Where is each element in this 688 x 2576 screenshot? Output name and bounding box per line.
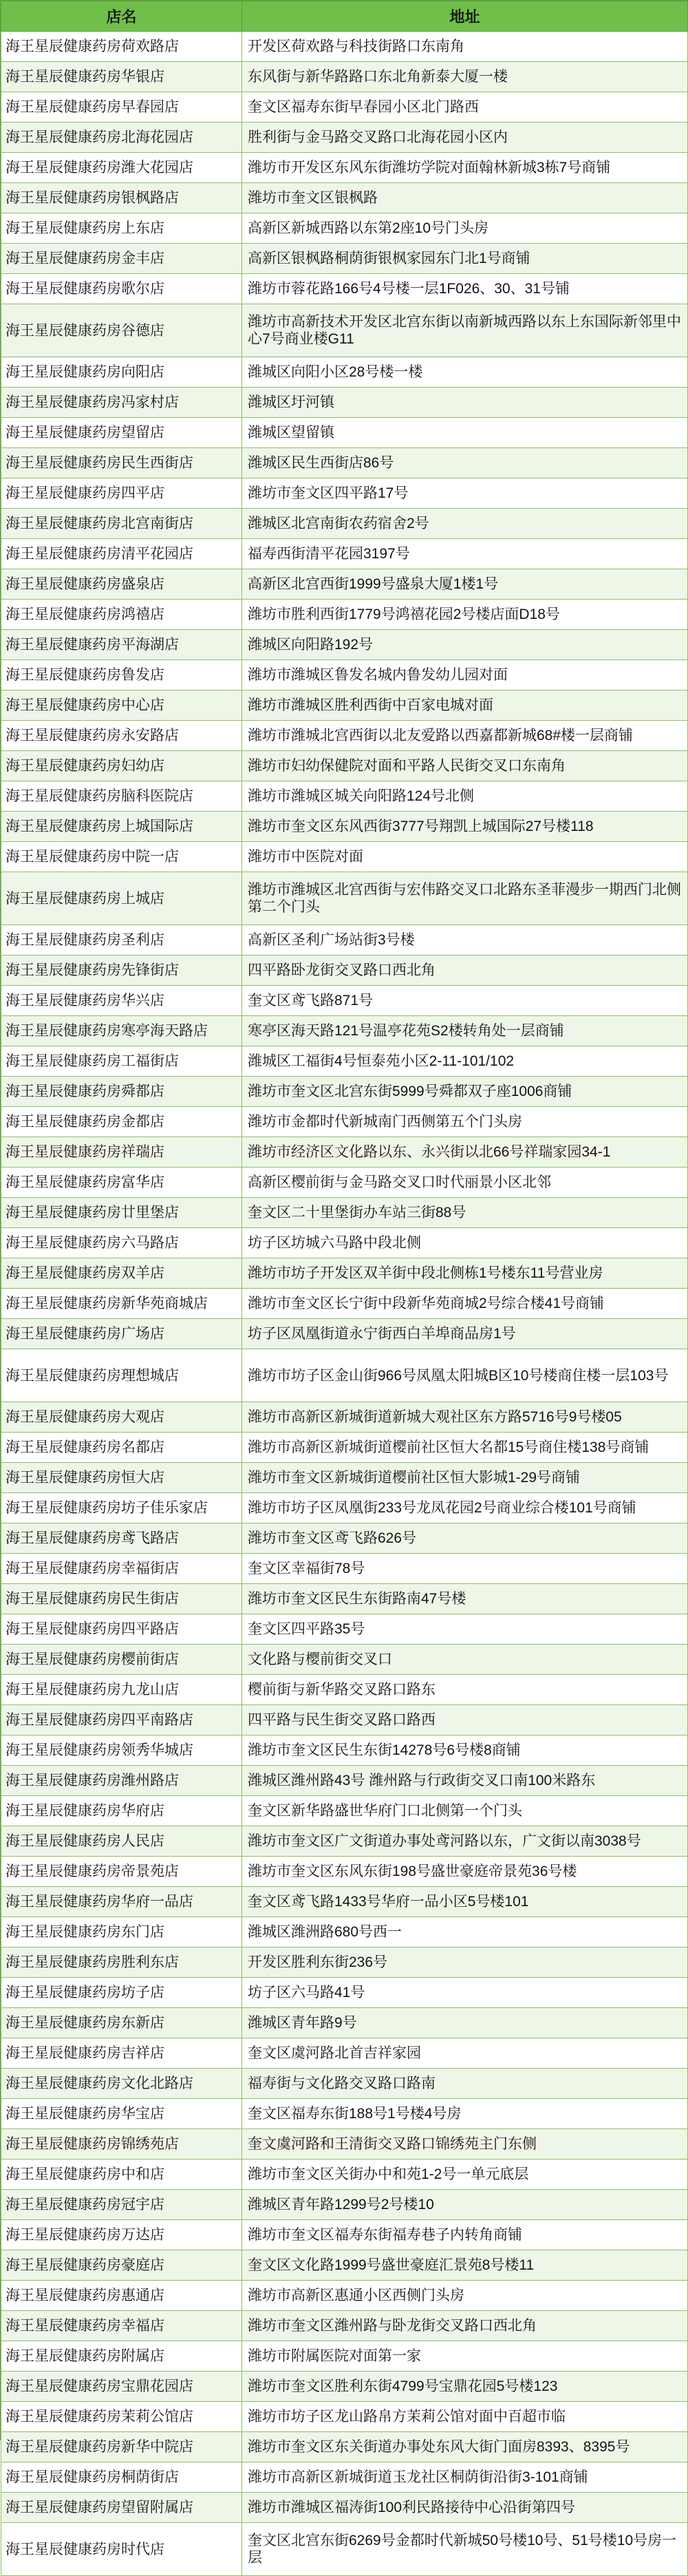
table-row — [1, 62, 688, 92]
address-cell: 开发区荷欢路与科技街路口东南角 — [242, 32, 688, 62]
address-cell: 潍坊市奎文区长宁街中段新华苑商城2号综合楼41号商铺 — [242, 1289, 688, 1319]
table-row — [1, 2523, 688, 2576]
header-row — [1, 1, 688, 32]
address-cell: 潍坊市奎文区关街办中和苑1-2号一单元底层 — [242, 2160, 688, 2190]
store-name-cell: 海王星辰健康药房潍州路店 — [1, 1766, 242, 1796]
store-name-cell: 海王星辰健康药房鸿禧店 — [1, 600, 242, 630]
address-cell: 潍坊市潍城区城关向阳路124号北侧 — [242, 781, 688, 812]
table-row — [1, 1675, 688, 1705]
address-cell: 潍坊市经济区文化路以东、永兴街以北66号祥瑞家园34-1 — [242, 1137, 688, 1168]
table-row — [1, 1857, 688, 1887]
table-row — [1, 1796, 688, 1826]
address-cell: 奎文区福寿东街188号1号楼4号房 — [242, 2099, 688, 2129]
table-row — [1, 2372, 688, 2402]
store-name-cell: 海王星辰健康药房中院一店 — [1, 842, 242, 872]
address-cell: 潍城区望留镇 — [242, 418, 688, 448]
address-cell: 奎文区四平路35号 — [242, 1614, 688, 1645]
address-cell: 潍坊市奎文区民生东街路南47号楼 — [242, 1584, 688, 1614]
table-row — [1, 1228, 688, 1258]
table-row — [1, 1735, 688, 1766]
address-cell: 坊子区坊城六马路中段北侧 — [242, 1228, 688, 1258]
table-row — [1, 986, 688, 1016]
table-row — [1, 448, 688, 478]
address-cell: 潍坊市蓉花路166号4号楼一层1F026、30、31号铺 — [242, 274, 688, 304]
address-cell: 潍坊市坊子区金山街966号凤凰太阳城B区10号楼商住楼一层103号 — [242, 1349, 688, 1402]
address-cell: 潍城区圩河镇 — [242, 388, 688, 418]
store-name-cell: 海王星辰健康药房附属店 — [1, 2341, 242, 2372]
address-cell: 福寿西街清平花园3197号 — [242, 539, 688, 569]
table-row — [1, 1016, 688, 1046]
store-name-cell: 海王星辰健康药房东新店 — [1, 2008, 242, 2038]
store-name-cell: 海王星辰健康药房上城国际店 — [1, 812, 242, 842]
table-row — [1, 304, 688, 357]
store-name-cell: 海王星辰健康药房新华苑商城店 — [1, 1289, 242, 1319]
store-name-cell: 海王星辰健康药房幸福店 — [1, 2311, 242, 2341]
store-name-cell: 海王星辰健康药房民生西街店 — [1, 448, 242, 478]
address-cell: 潍坊市奎文区东风东街198号盛世豪庭帝景苑36号楼 — [242, 1857, 688, 1887]
address-cell: 奎文虞河路和王清街交叉路口锦绣苑主门东侧 — [242, 2129, 688, 2160]
address-cell: 潍城区潍州路43号 潍州路与行政街交叉口南100米路东 — [242, 1766, 688, 1796]
store-name-cell: 海王星辰健康药房双羊店 — [1, 1258, 242, 1289]
address-cell: 潍坊市奎文区胜利东街4799号宝鼎花园5号楼123 — [242, 2372, 688, 2402]
store-table — [1, 1, 688, 2576]
store-name-cell: 海王星辰健康药房清平花园店 — [1, 539, 242, 569]
store-name-cell: 海王星辰健康药房祥瑞店 — [1, 1137, 242, 1168]
store-name-cell: 海王星辰健康药房歌尔店 — [1, 274, 242, 304]
store-name-cell: 海王星辰健康药房四平店 — [1, 478, 242, 509]
table-row — [1, 2341, 688, 2372]
table-row — [1, 1289, 688, 1319]
table-row — [1, 2099, 688, 2129]
store-name-cell: 海王星辰健康药房鸢飞路店 — [1, 1523, 242, 1554]
address-cell: 高新区樱前街与金马路交叉口时代丽景小区北邻 — [242, 1168, 688, 1198]
store-name-cell: 海王星辰健康药房恒大店 — [1, 1463, 242, 1493]
address-cell: 潍坊市奎文区福寿东街福寿巷子内转角商铺 — [242, 2220, 688, 2250]
store-name-cell: 海王星辰健康药房舜都店 — [1, 1077, 242, 1107]
address-cell: 东风街与新华路路口东北角新泰大厦一楼 — [242, 62, 688, 92]
table-row — [1, 1046, 688, 1077]
table-row — [1, 2432, 688, 2462]
address-cell: 潍城区民生西街店86号 — [242, 448, 688, 478]
table-row — [1, 2462, 688, 2493]
store-name-cell: 海王星辰健康药房廿里堡店 — [1, 1198, 242, 1228]
store-name-cell: 海王星辰健康药房寒亭海天路店 — [1, 1016, 242, 1046]
store-name-cell: 海王星辰健康药房北海花园店 — [1, 123, 242, 153]
table-row — [1, 1947, 688, 1978]
table-row — [1, 2250, 688, 2281]
table-row — [1, 2402, 688, 2432]
store-name-cell: 海王星辰健康药房华宝店 — [1, 2099, 242, 2129]
table-row — [1, 925, 688, 956]
table-row — [1, 2311, 688, 2341]
table-row — [1, 1826, 688, 1857]
table-row — [1, 2129, 688, 2160]
store-name-cell: 海王星辰健康药房永安路店 — [1, 721, 242, 751]
address-cell: 潍坊市高新区新城街道玉龙社区桐荫街沿街3-101商铺 — [242, 2462, 688, 2493]
store-name-cell: 海王星辰健康药房圣利店 — [1, 925, 242, 956]
store-name-cell: 海王星辰健康药房华府店 — [1, 1796, 242, 1826]
table-row — [1, 751, 688, 781]
address-cell: 胜利街与金马路交叉路口北海花园小区内 — [242, 123, 688, 153]
store-name-cell: 海王星辰健康药房金都店 — [1, 1107, 242, 1137]
table-row — [1, 1584, 688, 1614]
address-cell: 开发区胜利东街236号 — [242, 1947, 688, 1978]
table-row — [1, 812, 688, 842]
address-cell: 潍城区青年路1299号2号楼10 — [242, 2190, 688, 2220]
address-cell: 潍城区潍洲路680号西一 — [242, 1917, 688, 1947]
table-row — [1, 274, 688, 304]
address-cell: 潍坊市高新区新城街道樱前社区恒大名都15号商住楼138号商铺 — [242, 1433, 688, 1463]
address-cell: 寒亭区海天路121号温亭花苑S2楼转角处一层商铺 — [242, 1016, 688, 1046]
address-cell: 福寿街与文化路交叉路口路南 — [242, 2069, 688, 2099]
address-cell: 潍坊市高新区惠通小区西侧门头房 — [242, 2281, 688, 2311]
table-row — [1, 1258, 688, 1289]
address-cell: 潍坊市奎文区东关街道办事处东风大街门面房8393、8395号 — [242, 2432, 688, 2462]
store-name-cell: 海王星辰健康药房富华店 — [1, 1168, 242, 1198]
table-row — [1, 32, 688, 62]
store-name-cell: 海王星辰健康药房胜利东店 — [1, 1947, 242, 1978]
address-cell: 奎文区幸福街78号 — [242, 1554, 688, 1584]
table-row — [1, 660, 688, 690]
address-cell: 潍坊市坊子区龙山路帛方茉莉公馆对面中百超市临 — [242, 2402, 688, 2432]
address-cell: 高新区银枫路桐荫街银枫家园东门北1号商铺 — [242, 244, 688, 274]
address-cell: 潍坊市奎文区四平路17号 — [242, 478, 688, 509]
address-cell: 潍坊市胜利西街1779号鸿禧花园2号楼店面D18号 — [242, 600, 688, 630]
store-name-cell: 海王星辰健康药房谷德店 — [1, 304, 242, 357]
table-row — [1, 721, 688, 751]
address-cell: 潍坊市附属医院对面第一家 — [242, 2341, 688, 2372]
address-cell: 奎文区新华路盛世华府门口北侧第一个门头 — [242, 1796, 688, 1826]
store-name-cell: 海王星辰健康药房望留附属店 — [1, 2493, 242, 2523]
store-name-cell: 海王星辰健康药房妇幼店 — [1, 751, 242, 781]
table-row — [1, 92, 688, 123]
store-name-cell: 海王星辰健康药房华银店 — [1, 62, 242, 92]
address-header: 地址 — [242, 1, 688, 32]
address-cell: 文化路与樱前街交叉口 — [242, 1645, 688, 1675]
address-cell: 奎文区二十里堡街办车站三街88号 — [242, 1198, 688, 1228]
store-name-cell: 海王星辰健康药房望留店 — [1, 418, 242, 448]
address-cell: 潍坊市潍城区北宫西街与宏伟路交叉口北路东圣菲漫步一期西门北侧第二个门头 — [242, 872, 688, 925]
address-cell: 潍坊市高新技术开发区北宫东街以南新城西路以东上东国际新邻里中心7号商业楼G11 — [242, 304, 688, 357]
table-row — [1, 1319, 688, 1349]
table-row — [1, 183, 688, 213]
store-name-cell: 海王星辰健康药房向阳店 — [1, 357, 242, 388]
store-name-cell: 海王星辰健康药房名都店 — [1, 1433, 242, 1463]
address-cell: 潍坊市高新区新城街道新城大观社区东方路5716号9号楼05 — [242, 1402, 688, 1433]
table-row — [1, 1402, 688, 1433]
table-row — [1, 2160, 688, 2190]
table-row — [1, 1107, 688, 1137]
address-cell: 潍坊市奎文区新城街道樱前社区恒大影城1-29号商铺 — [242, 1463, 688, 1493]
store-name-cell: 海王星辰健康药房四平路店 — [1, 1614, 242, 1645]
table-row — [1, 1978, 688, 2008]
store-name-cell: 海王星辰健康药房理想城店 — [1, 1349, 242, 1402]
store-name-cell: 海王星辰健康药房坊子佳乐家店 — [1, 1493, 242, 1523]
table-row — [1, 1198, 688, 1228]
address-cell: 潍坊市坊子开发区双羊街中段北侧栋1号楼东11号营业房 — [242, 1258, 688, 1289]
address-cell: 潍坊市奎文区北宫东街5999号舜都双子座1006商铺 — [242, 1077, 688, 1107]
address-cell: 四平路卧龙街交叉路口西北角 — [242, 956, 688, 986]
table-row — [1, 1554, 688, 1584]
table-row — [1, 2190, 688, 2220]
table-row — [1, 956, 688, 986]
store-name-cell: 海王星辰健康药房幸福街店 — [1, 1554, 242, 1584]
table-row — [1, 357, 688, 388]
table-row — [1, 1493, 688, 1523]
address-cell: 奎文区福寿东街早春园小区北门路西 — [242, 92, 688, 123]
table-row — [1, 1917, 688, 1947]
store-name-cell: 海王星辰健康药房帝景苑店 — [1, 1857, 242, 1887]
address-cell: 潍坊市中医院对面 — [242, 842, 688, 872]
store-name-cell: 海王星辰健康药房领秀华城店 — [1, 1735, 242, 1766]
table-row — [1, 509, 688, 539]
table-row — [1, 690, 688, 721]
store-name-cell: 海王星辰健康药房时代店 — [1, 2523, 242, 2576]
store-name-cell: 海王星辰健康药房六马路店 — [1, 1228, 242, 1258]
table-row — [1, 213, 688, 244]
store-name-cell: 海王星辰健康药房万达店 — [1, 2220, 242, 2250]
store-name-cell: 海王星辰健康药房民生街店 — [1, 1584, 242, 1614]
table-row — [1, 2008, 688, 2038]
store-name-cell: 海王星辰健康药房茉莉公馆店 — [1, 2402, 242, 2432]
address-cell: 潍城区工福街4号恒泰苑小区2-11-101/102 — [242, 1046, 688, 1077]
table-row — [1, 1645, 688, 1675]
table-row — [1, 2281, 688, 2311]
store-name-cell: 海王星辰健康药房四平南路店 — [1, 1705, 242, 1735]
store-name-cell: 海王星辰健康药房中和店 — [1, 2160, 242, 2190]
address-cell: 奎文区鸢飞路1433号华府一品小区5号楼101 — [242, 1887, 688, 1917]
address-cell: 潍坊市奎文区银枫路 — [242, 183, 688, 213]
address-cell: 坊子区六马路41号 — [242, 1978, 688, 2008]
table-row — [1, 2493, 688, 2523]
table-row — [1, 1137, 688, 1168]
table-row — [1, 1887, 688, 1917]
address-cell: 潍坊市开发区东风东街潍坊学院对面翰林新城3栋7号商铺 — [242, 153, 688, 183]
table-row — [1, 388, 688, 418]
store-name-cell: 海王星辰健康药房新华中院店 — [1, 2432, 242, 2462]
address-cell: 潍坊市妇幼保健院对面和平路人民街交叉口东南角 — [242, 751, 688, 781]
address-cell: 潍城区青年路9号 — [242, 2008, 688, 2038]
table-row — [1, 1614, 688, 1645]
store-name-cell: 海王星辰健康药房吉祥店 — [1, 2038, 242, 2069]
address-cell: 奎文区鸢飞路871号 — [242, 986, 688, 1016]
table-row — [1, 1523, 688, 1554]
table-row — [1, 153, 688, 183]
table-row — [1, 2069, 688, 2099]
store-name-cell: 海王星辰健康药房惠通店 — [1, 2281, 242, 2311]
table-row — [1, 2220, 688, 2250]
address-cell: 潍城区向阳小区28号楼一楼 — [242, 357, 688, 388]
store-name-cell: 海王星辰健康药房九龙山店 — [1, 1675, 242, 1705]
store-name-cell: 海王星辰健康药房脑科医院店 — [1, 781, 242, 812]
store-name-cell: 海王星辰健康药房大观店 — [1, 1402, 242, 1433]
store-name-cell: 海王星辰健康药房荷欢路店 — [1, 32, 242, 62]
table-row — [1, 539, 688, 569]
store-name-cell: 海王星辰健康药房金丰店 — [1, 244, 242, 274]
store-name-cell: 海王星辰健康药房华府一品店 — [1, 1887, 242, 1917]
address-cell: 四平路与民生街交叉路口路西 — [242, 1705, 688, 1735]
store-name-cell: 海王星辰健康药房鲁发店 — [1, 660, 242, 690]
table-row — [1, 2038, 688, 2069]
address-cell: 潍坊市奎文区东风西街3777号翔凯上城国际27号楼118 — [242, 812, 688, 842]
address-cell: 潍坊市奎文区民生东街14278号6号楼8商铺 — [242, 1735, 688, 1766]
table-body — [1, 32, 688, 2576]
store-name-header: 店名 — [1, 1, 242, 32]
table-row — [1, 478, 688, 509]
address-cell: 潍坊市坊子区凤凰街233号龙凤花园2号商业综合楼101号商铺 — [242, 1493, 688, 1523]
table-row — [1, 600, 688, 630]
table-row — [1, 630, 688, 660]
address-cell: 潍坊市奎文区潍州路与卧龙街交叉路口西北角 — [242, 2311, 688, 2341]
store-name-cell: 海王星辰健康药房东门店 — [1, 1917, 242, 1947]
store-name-cell: 海王星辰健康药房上东店 — [1, 213, 242, 244]
store-name-cell: 海王星辰健康药房冠宇店 — [1, 2190, 242, 2220]
table-row — [1, 1433, 688, 1463]
store-name-cell: 海王星辰健康药房文化北路店 — [1, 2069, 242, 2099]
store-name-cell: 海王星辰健康药房先锋街店 — [1, 956, 242, 986]
address-cell: 潍坊市潍城区胜利西街中百家电城对面 — [242, 690, 688, 721]
store-name-cell: 海王星辰健康药房华兴店 — [1, 986, 242, 1016]
table-row — [1, 872, 688, 925]
address-cell: 坊子区凤凰街道永宁街西白羊埠商品房1号 — [242, 1319, 688, 1349]
table-row — [1, 781, 688, 812]
address-cell: 潍坊市奎文区鸢飞路626号 — [242, 1523, 688, 1554]
table-row — [1, 1766, 688, 1796]
table-row — [1, 123, 688, 153]
address-cell: 潍坊市金都时代新城南门西侧第五个门头房 — [242, 1107, 688, 1137]
address-cell: 潍城区北宫南街农药宿舍2号 — [242, 509, 688, 539]
table-row — [1, 1463, 688, 1493]
store-name-cell: 海王星辰健康药房早春园店 — [1, 92, 242, 123]
store-name-cell: 海王星辰健康药房中心店 — [1, 690, 242, 721]
address-cell: 高新区北宫西街1999号盛泉大厦1楼1号 — [242, 569, 688, 600]
address-cell: 樱前街与新华路交叉路口路东 — [242, 1675, 688, 1705]
address-cell: 潍坊市潍城区鲁发名城内鲁发幼儿园对面 — [242, 660, 688, 690]
store-name-cell: 海王星辰健康药房锦绣苑店 — [1, 2129, 242, 2160]
store-name-cell: 海王星辰健康药房工福街店 — [1, 1046, 242, 1077]
store-name-cell: 海王星辰健康药房潍大花园店 — [1, 153, 242, 183]
table-row — [1, 842, 688, 872]
store-name-cell: 海王星辰健康药房盛泉店 — [1, 569, 242, 600]
store-name-cell: 海王星辰健康药房宝鼎花园店 — [1, 2372, 242, 2402]
store-name-cell: 海王星辰健康药房广场店 — [1, 1319, 242, 1349]
store-name-cell: 海王星辰健康药房平海湖店 — [1, 630, 242, 660]
store-name-cell: 海王星辰健康药房上城店 — [1, 872, 242, 925]
store-name-cell: 海王星辰健康药房冯家村店 — [1, 388, 242, 418]
store-name-cell: 海王星辰健康药房北宫南街店 — [1, 509, 242, 539]
store-name-cell: 海王星辰健康药房坊子店 — [1, 1978, 242, 2008]
table-row — [1, 1168, 688, 1198]
table-row — [1, 244, 688, 274]
address-cell: 高新区新城西路以东第2座10号门头房 — [242, 213, 688, 244]
store-name-cell: 海王星辰健康药房豪庭店 — [1, 2250, 242, 2281]
address-cell: 潍坊市奎文区广文街道办事处鸢河路以东，广文街以南3038号 — [242, 1826, 688, 1857]
table-row — [1, 569, 688, 600]
table-row — [1, 1077, 688, 1107]
address-cell: 潍坊市潍城北宫西街以北友爱路以西嘉都新城68#楼一层商铺 — [242, 721, 688, 751]
table-row — [1, 1705, 688, 1735]
store-name-cell: 海王星辰健康药房樱前街店 — [1, 1645, 242, 1675]
address-cell: 高新区圣利广场站街3号楼 — [242, 925, 688, 956]
address-cell: 奎文区虞河路北首吉祥家园 — [242, 2038, 688, 2069]
table-row — [1, 1349, 688, 1402]
address-cell: 潍坊市潍城区福涛街100利民路接待中心沿街第四号 — [242, 2493, 688, 2523]
address-cell: 奎文区北宫东街6269号金都时代新城50号楼10号、51号楼10号房一层 — [242, 2523, 688, 2576]
address-cell: 奎文区文化路1999号盛世豪庭汇景苑8号楼11 — [242, 2250, 688, 2281]
store-name-cell: 海王星辰健康药房银枫路店 — [1, 183, 242, 213]
store-name-cell: 海王星辰健康药房桐荫街店 — [1, 2462, 242, 2493]
table-row — [1, 418, 688, 448]
store-name-cell: 海王星辰健康药房人民店 — [1, 1826, 242, 1857]
address-cell: 潍城区向阳路192号 — [242, 630, 688, 660]
